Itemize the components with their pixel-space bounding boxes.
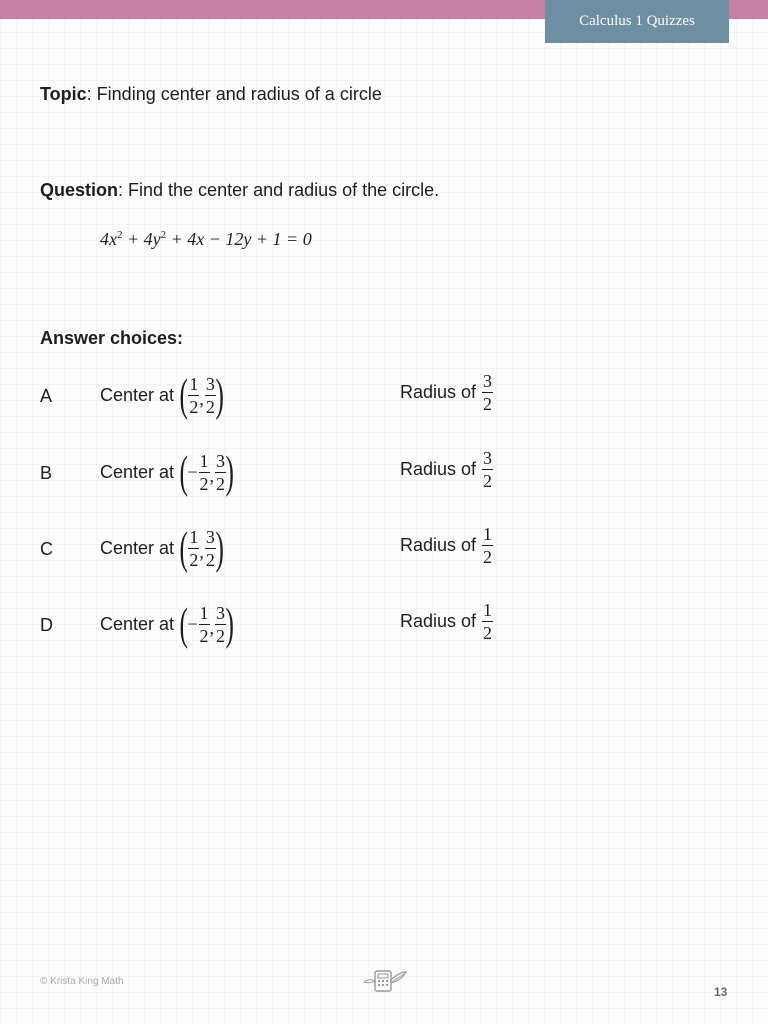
answer-heading-text: Answer choices: <box>40 328 184 348</box>
eq-term-2: + 4y <box>122 229 161 249</box>
minus-sign: − <box>187 461 198 482</box>
left-paren: ( <box>179 522 188 573</box>
eq-term-3: + 4x − 12y + 1 = 0 <box>166 229 312 249</box>
radius-fraction <box>482 525 493 566</box>
center-label: Center at <box>100 384 175 405</box>
fraction-numerator: 1 <box>199 450 209 471</box>
choice-b-letter: B <box>40 463 53 483</box>
choice-a-letter: A <box>40 386 53 406</box>
radius-fraction <box>482 601 493 642</box>
left-paren: ( <box>179 598 188 649</box>
choice-d-letter: D <box>40 615 53 635</box>
choice-a-radius <box>400 372 493 413</box>
comma: , <box>209 465 215 486</box>
choice-a-center <box>100 369 224 420</box>
fraction-denominator: 2 <box>189 549 199 570</box>
fraction-denominator: 2 <box>483 471 493 491</box>
center-x-fraction <box>188 528 199 569</box>
left-paren: ( <box>179 369 188 420</box>
center-x-fraction <box>199 452 210 493</box>
right-paren: ) <box>225 598 234 649</box>
radius-fraction <box>482 449 493 490</box>
right-paren: ) <box>225 446 234 497</box>
fraction-numerator: 3 <box>216 450 226 471</box>
choice-c-letter: C <box>40 539 53 559</box>
fraction-denominator: 2 <box>189 396 199 417</box>
comma: , <box>209 617 215 638</box>
fraction-denominator: 2 <box>205 396 215 417</box>
radius-label: Radius of <box>400 382 477 402</box>
topic-text: : Finding center and radius of a circle <box>86 84 382 104</box>
fraction-numerator: 3 <box>205 526 215 547</box>
fraction-numerator: 1 <box>483 524 493 544</box>
choice-d-radius <box>400 601 493 642</box>
right-paren: ) <box>215 522 224 573</box>
center-label: Center at <box>100 537 175 558</box>
choice-b-center <box>100 446 234 497</box>
radius-label: Radius of <box>400 535 477 555</box>
choice-d-center <box>100 598 234 649</box>
fraction-denominator: 2 <box>205 549 215 570</box>
fraction-numerator: 1 <box>189 526 199 547</box>
calculator-feather-logo-icon <box>362 968 408 994</box>
eq-exp-2: 2 <box>160 229 167 241</box>
center-label: Center at <box>100 461 175 482</box>
section-tab: Calculus 1 Quizzes <box>545 0 729 43</box>
right-paren: ) <box>215 369 224 420</box>
topic-label: Topic <box>40 84 87 104</box>
eq-exp-1: 2 <box>117 229 123 241</box>
fraction-numerator: 3 <box>205 373 215 394</box>
page-number: 13 <box>714 985 728 999</box>
circle-equation <box>100 229 312 250</box>
choice-c-radius <box>400 525 493 566</box>
fraction-numerator: 1 <box>483 600 493 620</box>
center-label: Center at <box>100 613 175 634</box>
comma: , <box>199 388 204 409</box>
fraction-numerator: 1 <box>189 373 199 394</box>
center-y-fraction <box>215 452 226 493</box>
fraction-denominator: 2 <box>483 623 493 643</box>
center-x-fraction <box>188 375 199 416</box>
copyright-text: © Krista King Math <box>40 976 124 987</box>
fraction-denominator: 2 <box>483 547 493 567</box>
left-paren: ( <box>179 446 188 497</box>
center-y-fraction <box>215 604 226 645</box>
fraction-denominator: 2 <box>483 394 493 414</box>
fraction-denominator: 2 <box>216 473 226 494</box>
fraction-denominator: 2 <box>199 625 209 646</box>
radius-label: Radius of <box>400 611 477 631</box>
radius-fraction <box>482 372 493 413</box>
minus-sign: − <box>187 613 198 634</box>
eq-term-1: 4x <box>100 229 117 249</box>
question-label: Question <box>40 180 119 200</box>
topic-line <box>40 84 382 105</box>
question-line <box>40 180 439 201</box>
choice-b-radius <box>400 449 493 490</box>
fraction-numerator: 3 <box>483 448 493 468</box>
question-text: : Find the center and radius of the circle. <box>118 180 440 200</box>
comma: , <box>199 541 204 562</box>
fraction-numerator: 1 <box>199 602 209 623</box>
center-y-fraction <box>205 375 216 416</box>
fraction-denominator: 2 <box>199 473 209 494</box>
fraction-numerator: 3 <box>483 371 493 391</box>
fraction-denominator: 2 <box>216 625 226 646</box>
fraction-numerator: 3 <box>216 602 226 623</box>
answer-heading <box>40 328 183 349</box>
center-y-fraction <box>205 528 216 569</box>
center-x-fraction <box>199 604 210 645</box>
radius-label: Radius of <box>400 459 477 479</box>
choice-c-center <box>100 522 224 573</box>
